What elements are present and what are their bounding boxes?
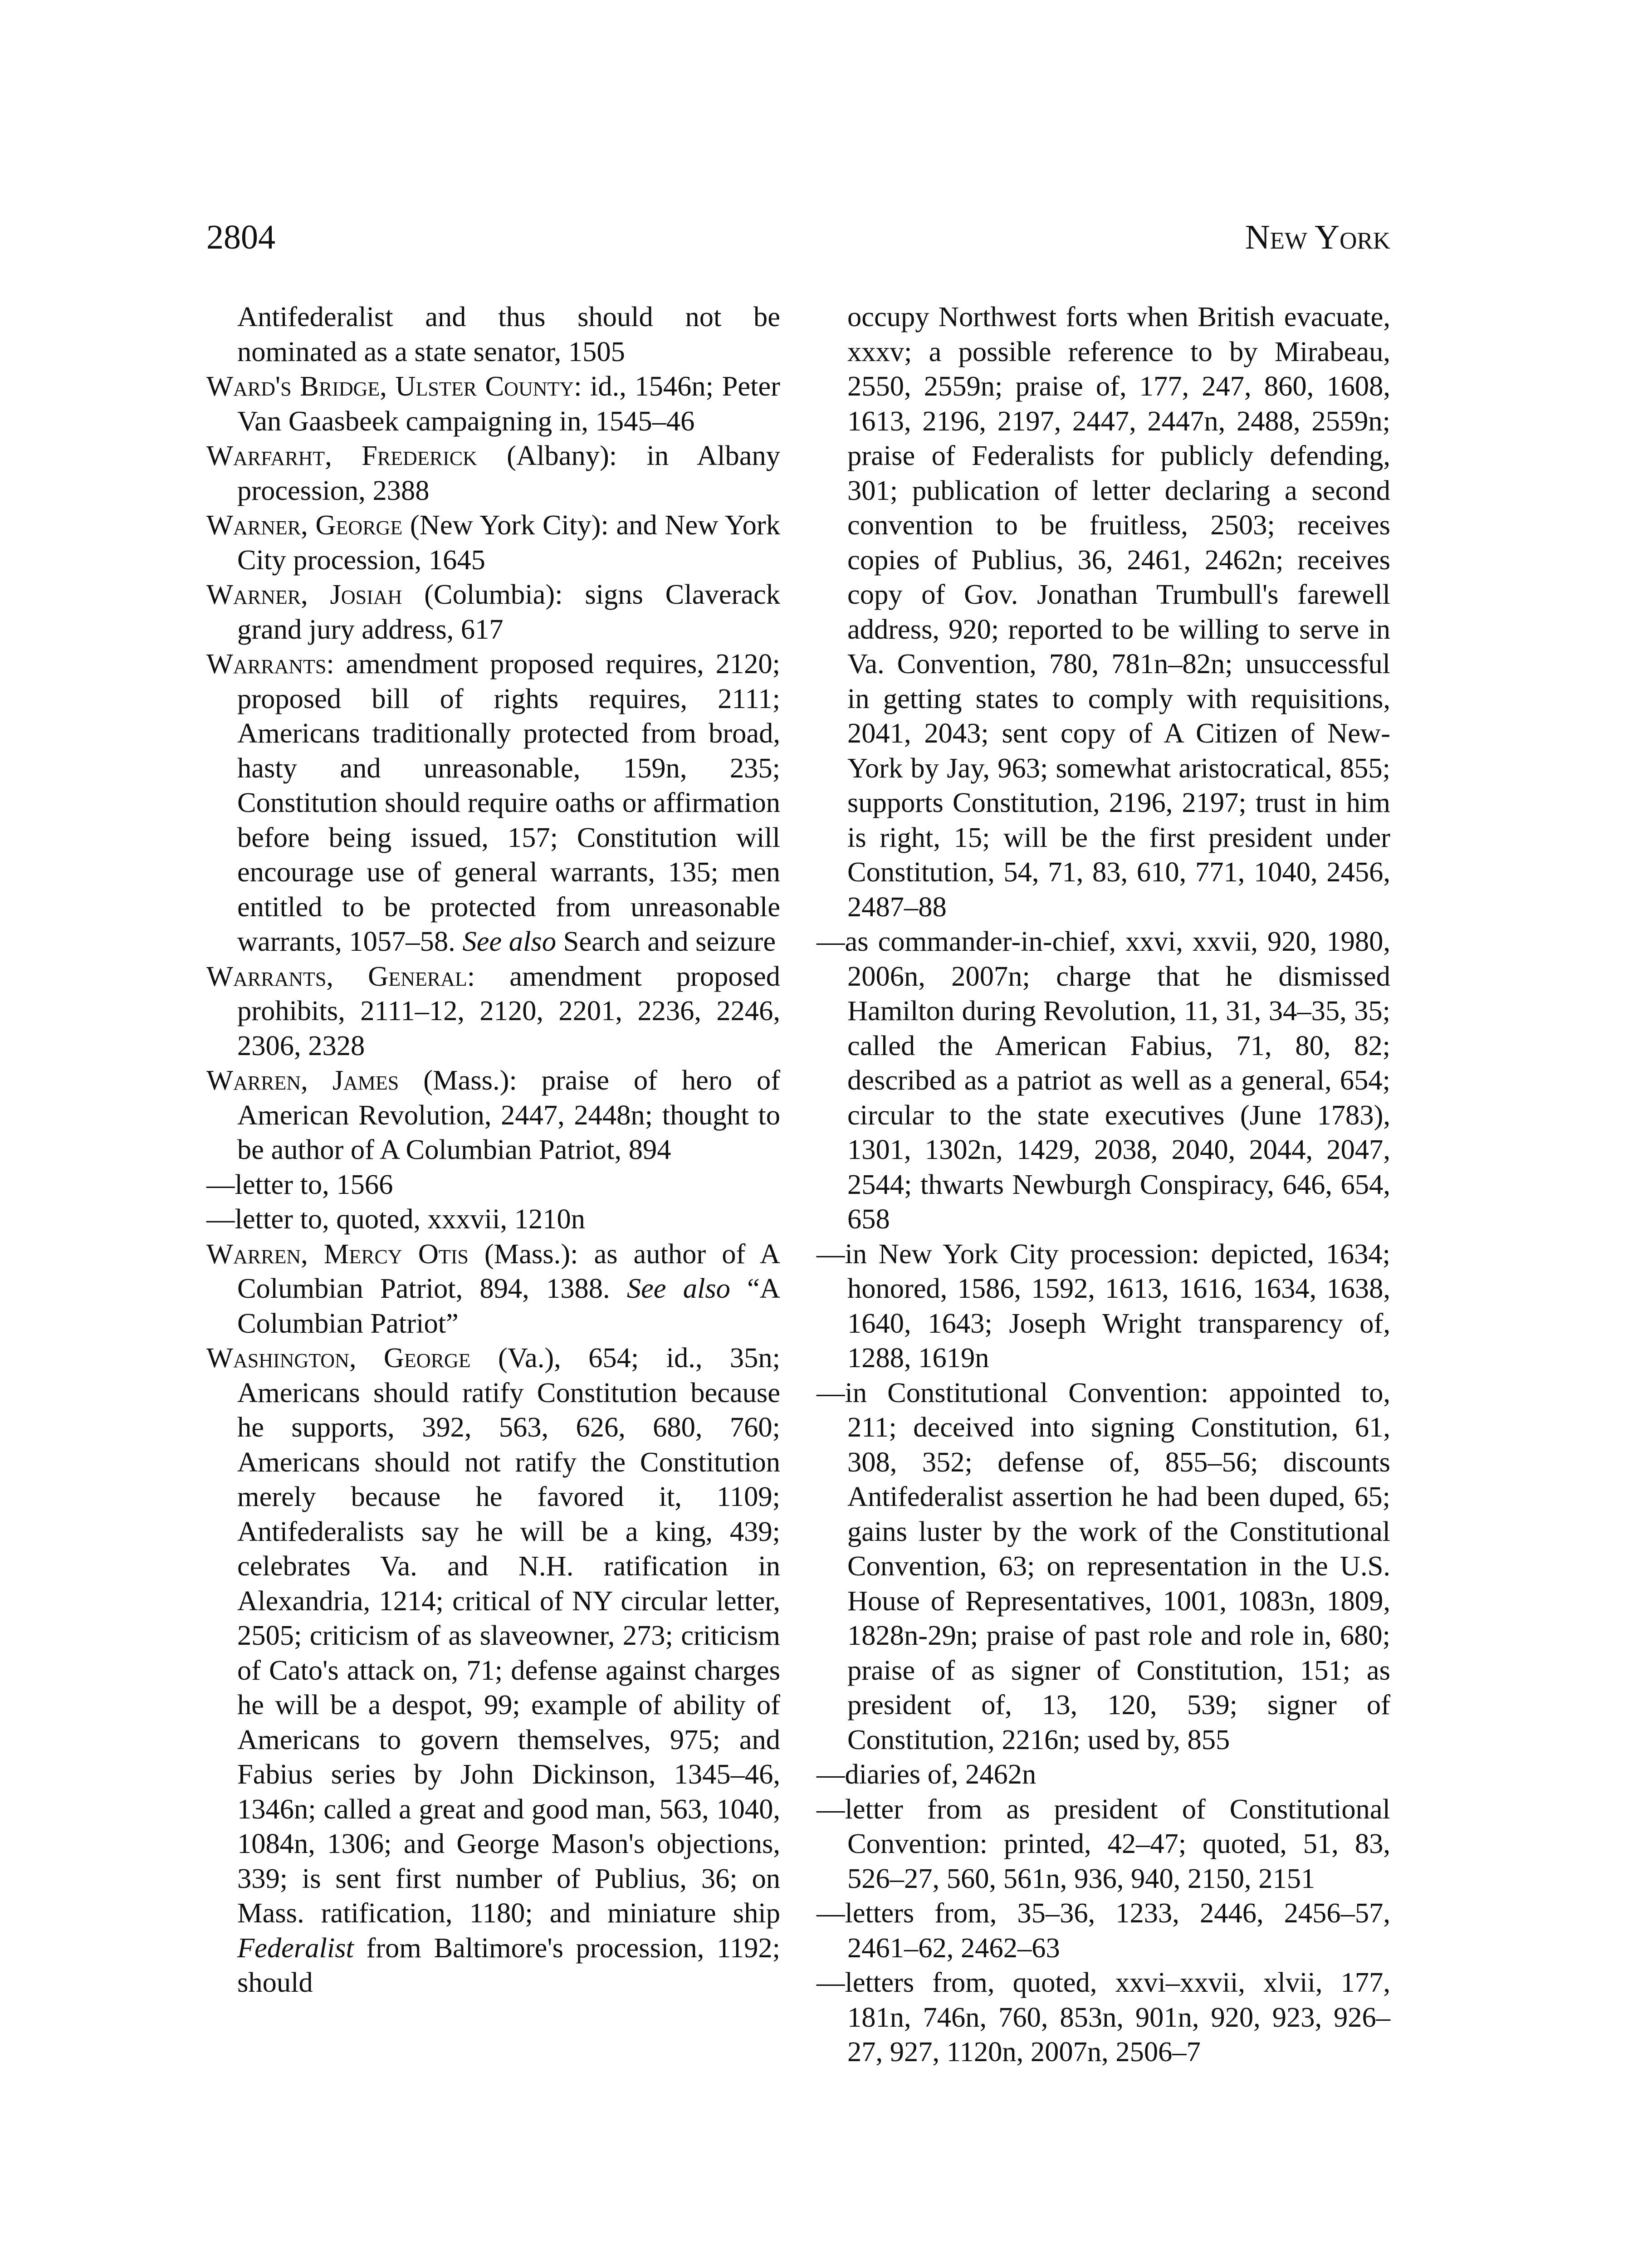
entry-heading: Warrants, General: [206, 960, 467, 992]
entry-heading: Ward's Bridge, Ulster County: [206, 370, 574, 402]
index-subentry: —letters from, quoted, xxvi–xxvii, xlvii, 177, 181n, 746n, 760, 853n, 901n, 920, 923, 926–27, 927, 1120n, 2007n, 2506–7: [816, 1966, 1390, 2068]
index-entry: [206, 646, 780, 959]
entry-text: (New York City): and New York City procession, 1645: [237, 509, 780, 576]
entry-text: : amendment proposed requires, 2120; proposed bill of rights requires, 2111; Americans traditionally protected from broad, hasty and unreasonable, 159n, 235; Constitution should require oaths or affirmation before being issued, 157; Constitution will encourage use of general warrants, 135; men entitled to be protected from unreasonable warrants, 1057–58.: [237, 648, 780, 957]
index-subentry: —letters from, 35–36, 1233, 2446, 2456–57, 2461–62, 2462–63: [816, 1897, 1390, 1964]
see-also: See also: [626, 1272, 730, 1304]
index-entry: [206, 1063, 780, 1167]
entry-heading: Warrants: [206, 648, 327, 679]
entry-text: : id., 1546n; Peter Van Gaasbeek campaigning in, 1545–46: [237, 370, 780, 437]
index-subentry: —as commander-in-chief, xxvi, xxvii, 920, 1980, 2006n, 2007n; charge that he dismissed Hamilton during Revolution, 11, 31, 34–35, 35; called the American Fabius, 71, 80, 82; described as a patriot as well as a general, 654; circular to the state executives (June 1783), 1301, 1302n, 1429, 2038, 2040, 2044, 2047, 2544; thwarts Newburgh Conspiracy, 646, 654, 658: [816, 925, 1390, 1235]
entry-text: Antifederalist and thus should not be nominated as a state senator, 1505: [237, 301, 780, 367]
entry-text: (Mass.): as author of A Columbian Patriot, 894, 1388.: [237, 1237, 780, 1304]
index-subentry: —in New York City procession: depicted, 1634; honored, 1586, 1592, 1613, 1616, 1634, 1638, 1640, 1643; Joseph Wright transparency of, 1288, 1619n: [816, 1237, 1390, 1374]
index-entry: [206, 508, 780, 577]
index-entry: [206, 1237, 780, 1341]
entry-text: Search and seizure: [556, 925, 776, 957]
page-header: [206, 218, 1390, 268]
index-entry: [206, 438, 780, 508]
index-subentry: —diaries of, 2462n: [816, 1758, 1037, 1790]
entry-text: : amendment proposed prohibits, 2111–12, 2120, 2201, 2236, 2246, 2306, 2328: [237, 960, 780, 1061]
index-entry: [206, 299, 780, 369]
see-also: See also: [462, 925, 556, 957]
index-entry: [206, 369, 780, 438]
index-entry: [816, 299, 1390, 924]
entry-heading: Warner, George: [206, 509, 403, 541]
entry-text: (Mass.): praise of hero of American Revolution, 2447, 2448n; thought to be author of A Columbian Patriot, 894: [237, 1064, 781, 1165]
entry-text: (Va.), 654; id., 35n; Americans should ratify Constitution because he supports, 392, 563, 626, 680, 760; Americans should not ratify the Constitution merely because he favored it, 1109; Antifederalists say he will be a king, 439; celebrates Va. and N.H. ratification in Alexandria, 1214; critical of NY circular letter, 2505; criticism of as slaveowner, 273; criticism of Cato's attack on, 71; defense against charges he will be a despot, 99; example of ability of Americans to govern themselves, 975; and Fabius series by John Dickinson, 1345–46, 1346n; called a great and good man, 563, 1040, 1084n, 1306; and George Mason's objections, 339; is sent first number of Publius, 36; on Mass. ratification, 1180; and miniature ship: [237, 1342, 780, 1929]
entry-heading: Warner, Josiah: [206, 578, 402, 610]
entry-heading: Warfarht, Frederick: [206, 440, 477, 471]
entry-text: (Columbia): signs Claverack grand jury address, 617: [237, 578, 780, 645]
entry-text: “A Columbian Patriot”: [237, 1272, 780, 1339]
index-entry: [206, 577, 780, 646]
index-subentry: —in Constitutional Convention: appointed to, 211; deceived into signing Constitution, 61, 308, 352; defense of, 855–56; discounts Antifederalist assertion he had been duped, 65; gains luster by the work of the Constitutional Convention, 63; on representation in the U.S. House of Representatives, 1001, 1083n, 1809, 1828n-29n; praise of past role and role in, 680; praise of as signer of Constitution, 151; as president of, 13, 120, 539; signer of Constitution, 2216n; used by, 855: [816, 1376, 1390, 1755]
index-entry: [206, 959, 780, 1063]
index-column-left: [206, 299, 780, 2000]
entry-heading: Warren, James: [206, 1064, 399, 1096]
index-column-right: [816, 299, 1390, 2069]
index-subentry: —letter from as president of Constitutional Convention: printed, 42–47; quoted, 51, 83, 526–27, 560, 561n, 936, 940, 2150, 2151: [816, 1793, 1390, 1894]
entry-text: from Baltimore's procession, 1192; should: [237, 1931, 780, 1998]
index-subentry: —letter to, 1566: [206, 1168, 393, 1200]
entry-heading: Washington, George: [206, 1342, 471, 1374]
page-number: 2804: [206, 218, 275, 256]
entry-text: (Albany): in Albany procession, 2388: [237, 440, 780, 506]
entry-text: occupy Northwest forts when British evacuate, xxxv; a possible reference to by Mirabeau, 2550, 2559n; praise of, 177, 247, 860, 1608, 1613, 2196, 2197, 2447, 2447n, 2488, 2559n; praise of Federalists for publicly defending, 301; publication of letter declaring a second convention to be fruitless, 2503; receives copies of Publius, 36, 2461, 2462n; receives copy of Gov. Jonathan Trumbull's farewell address, 920; reported to be willing to serve in Va. Convention, 780, 781n–82n; unsuccessful in getting states to comply with requisitions, 2041, 2043; sent copy of A Citizen of New-York by Jay, 963; somewhat aristocratical, 855; supports Constitution, 2196, 2197; trust in him is right, 15; will be the first president under Constitution, 54, 71, 83, 610, 771, 1040, 2456, 2487–88: [847, 301, 1390, 923]
index-entry: [206, 1340, 780, 2000]
entry-heading: Warren, Mercy Otis: [206, 1237, 469, 1270]
index-subentry: —letter to, quoted, xxxvii, 1210n: [206, 1203, 585, 1235]
ship-name: Federalist: [237, 1931, 354, 1964]
running-head: New York: [1245, 218, 1390, 256]
